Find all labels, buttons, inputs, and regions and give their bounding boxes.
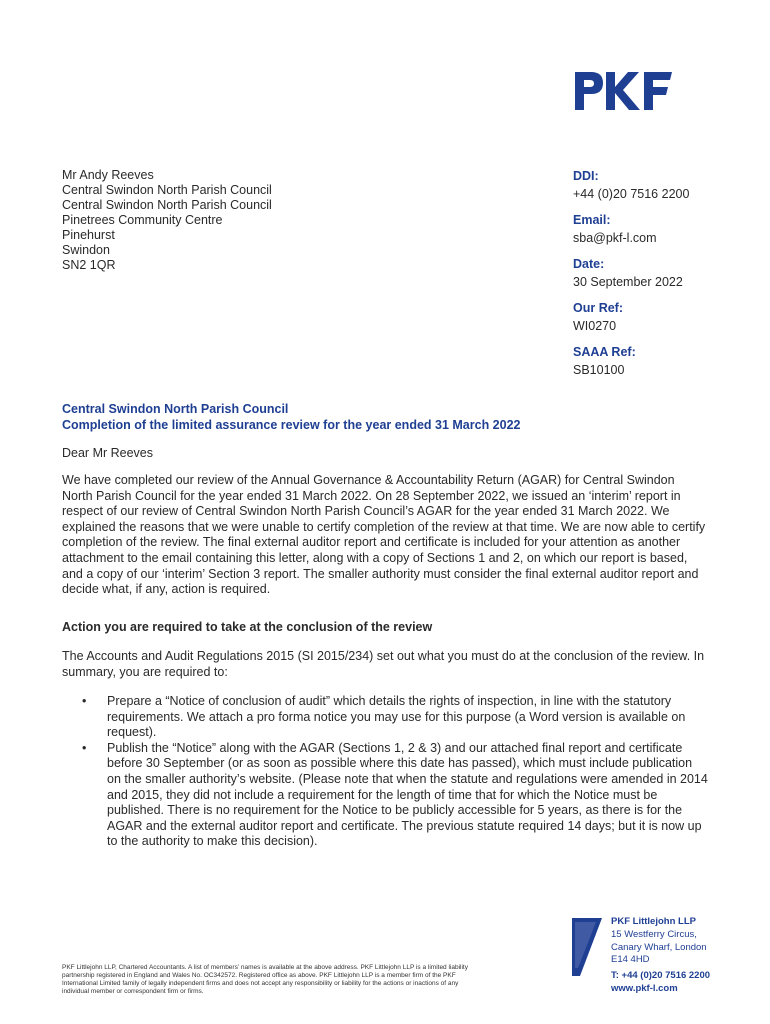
footer-address-line: Canary Wharf, London bbox=[611, 941, 707, 953]
bullet-icon: • bbox=[82, 740, 87, 755]
our-ref-group bbox=[573, 300, 763, 336]
pkf-logo bbox=[573, 70, 673, 112]
ddi-value: +44 (0)20 7516 2200 bbox=[573, 187, 690, 201]
requirements-list bbox=[62, 694, 708, 850]
list-item-text: Prepare a “Notice of conclusion of audit” which details the rights of inspection, in line with the statutory requirements. We attach a pro forma notice you may use for this purpose (a Word version is available on request). bbox=[107, 694, 686, 740]
footer-website-link[interactable]: www.pkf-l.com bbox=[611, 982, 678, 994]
footer-address-line: 15 Westferry Circus, bbox=[611, 928, 697, 940]
action-heading: Action you are required to take at the conclusion of the review bbox=[62, 620, 433, 634]
subject-heading bbox=[62, 402, 708, 433]
recipient-line: Central Swindon North Parish Council bbox=[62, 183, 272, 197]
paragraph-review-completed: We have completed our review of the Annual Governance & Accountability Return (AGAR) for Central Swindon North Parish Council for the year ended 31 March 2022. On 28 September 2022, we issued an ‘interim’ report in respect of our review of Central Swindon North Parish Council’s AGAR for the year ended 31 March 2022. We explained the reasons that we were unable to certify completion of the review at that time. We are now able to certify completion of the review. The final external auditor report and certificate is included for your attention as another attachment to the email containing this letter, along with a copy of Sections 1 and 2, on which our report is based, and a copy of our ‘interim’ Section 3 report. The smaller authority must consider the final external auditor report and decide what, if any, action is required. bbox=[62, 473, 706, 597]
date-label: Date: bbox=[573, 257, 605, 271]
our-ref-value: WI0270 bbox=[573, 319, 617, 333]
paragraph-regulations: The Accounts and Audit Regulations 2015 (SI 2015/234) set out what you must do at the conclusion of the review. In summary, you are required to: bbox=[62, 649, 705, 679]
footer-legal-notice: PKF Littlejohn LLP, Chartered Accountants. A list of members’ names is available at the above address. PKF Littlejohn LLP is a limited liability partnership registered in England and Wales No. OC342572. Registered office as above. PKF Littlejohn LLP is a member firm of the PKF International Limited family of legally independent firms and does not accept any responsibility or liability for the actions or inactions of any individual member or correspondent firm or firms. bbox=[62, 964, 468, 995]
recipient-name: Mr Andy Reeves bbox=[62, 168, 154, 182]
our-ref-label: Our Ref: bbox=[573, 301, 623, 315]
email-group bbox=[573, 212, 763, 248]
recipient-line: Central Swindon North Parish Council bbox=[62, 198, 272, 212]
list-item bbox=[62, 741, 708, 850]
email-label: Email: bbox=[573, 213, 611, 227]
recipient-address bbox=[62, 168, 272, 273]
bullet-icon: • bbox=[82, 694, 87, 708]
footer-firm-name: PKF Littlejohn LLP bbox=[611, 916, 696, 927]
subject-line-1: Central Swindon North Parish Council bbox=[62, 402, 289, 416]
saaa-ref-label: SAAA Ref: bbox=[573, 345, 636, 359]
saaa-ref-group bbox=[573, 344, 763, 380]
letter-meta bbox=[573, 168, 763, 388]
ddi-label: DDI: bbox=[573, 169, 599, 183]
subject-line-2: Completion of the limited assurance review for the year ended 31 March 2022 bbox=[62, 417, 521, 432]
recipient-line: Pinehurst bbox=[62, 228, 115, 242]
recipient-line: Pinetrees Community Centre bbox=[62, 213, 223, 227]
footer-contact bbox=[611, 970, 710, 996]
footer-phone: T: +44 (0)20 7516 2200 bbox=[611, 970, 711, 981]
email-value: sba@pkf-l.com bbox=[573, 231, 657, 245]
recipient-line: Swindon bbox=[62, 243, 110, 257]
salutation: Dear Mr Reeves bbox=[62, 446, 153, 460]
footer-address-line: E14 4HD bbox=[611, 954, 650, 966]
list-item-text: Publish the “Notice” along with the AGAR (Sections 1, 2 & 3) and our attached final report and certificate before 30 September (or as soon as possible where this date has passed), which must include publication on the smaller authority’s website. (Please note that when the statute and regulations were amended in 2014 and 2015, they did not include a requirement for the length of time that for which the Notice must be published. There is no requirement for the Notice to be publicly accessible for 5 years, as there is for the AGAR and the external auditor report and certificate. The previous statute required 14 days; but it is now up to the authority to make this decision). bbox=[107, 740, 708, 849]
recipient-postcode: SN2 1QR bbox=[62, 258, 116, 272]
list-item bbox=[62, 694, 708, 741]
saaa-ref-value: SB10100 bbox=[573, 363, 625, 377]
ddi-group bbox=[573, 168, 763, 204]
date-value: 30 September 2022 bbox=[573, 275, 683, 289]
footer-address bbox=[611, 916, 707, 967]
date-group bbox=[573, 256, 763, 292]
pkf-footer-mark-icon bbox=[572, 918, 602, 976]
